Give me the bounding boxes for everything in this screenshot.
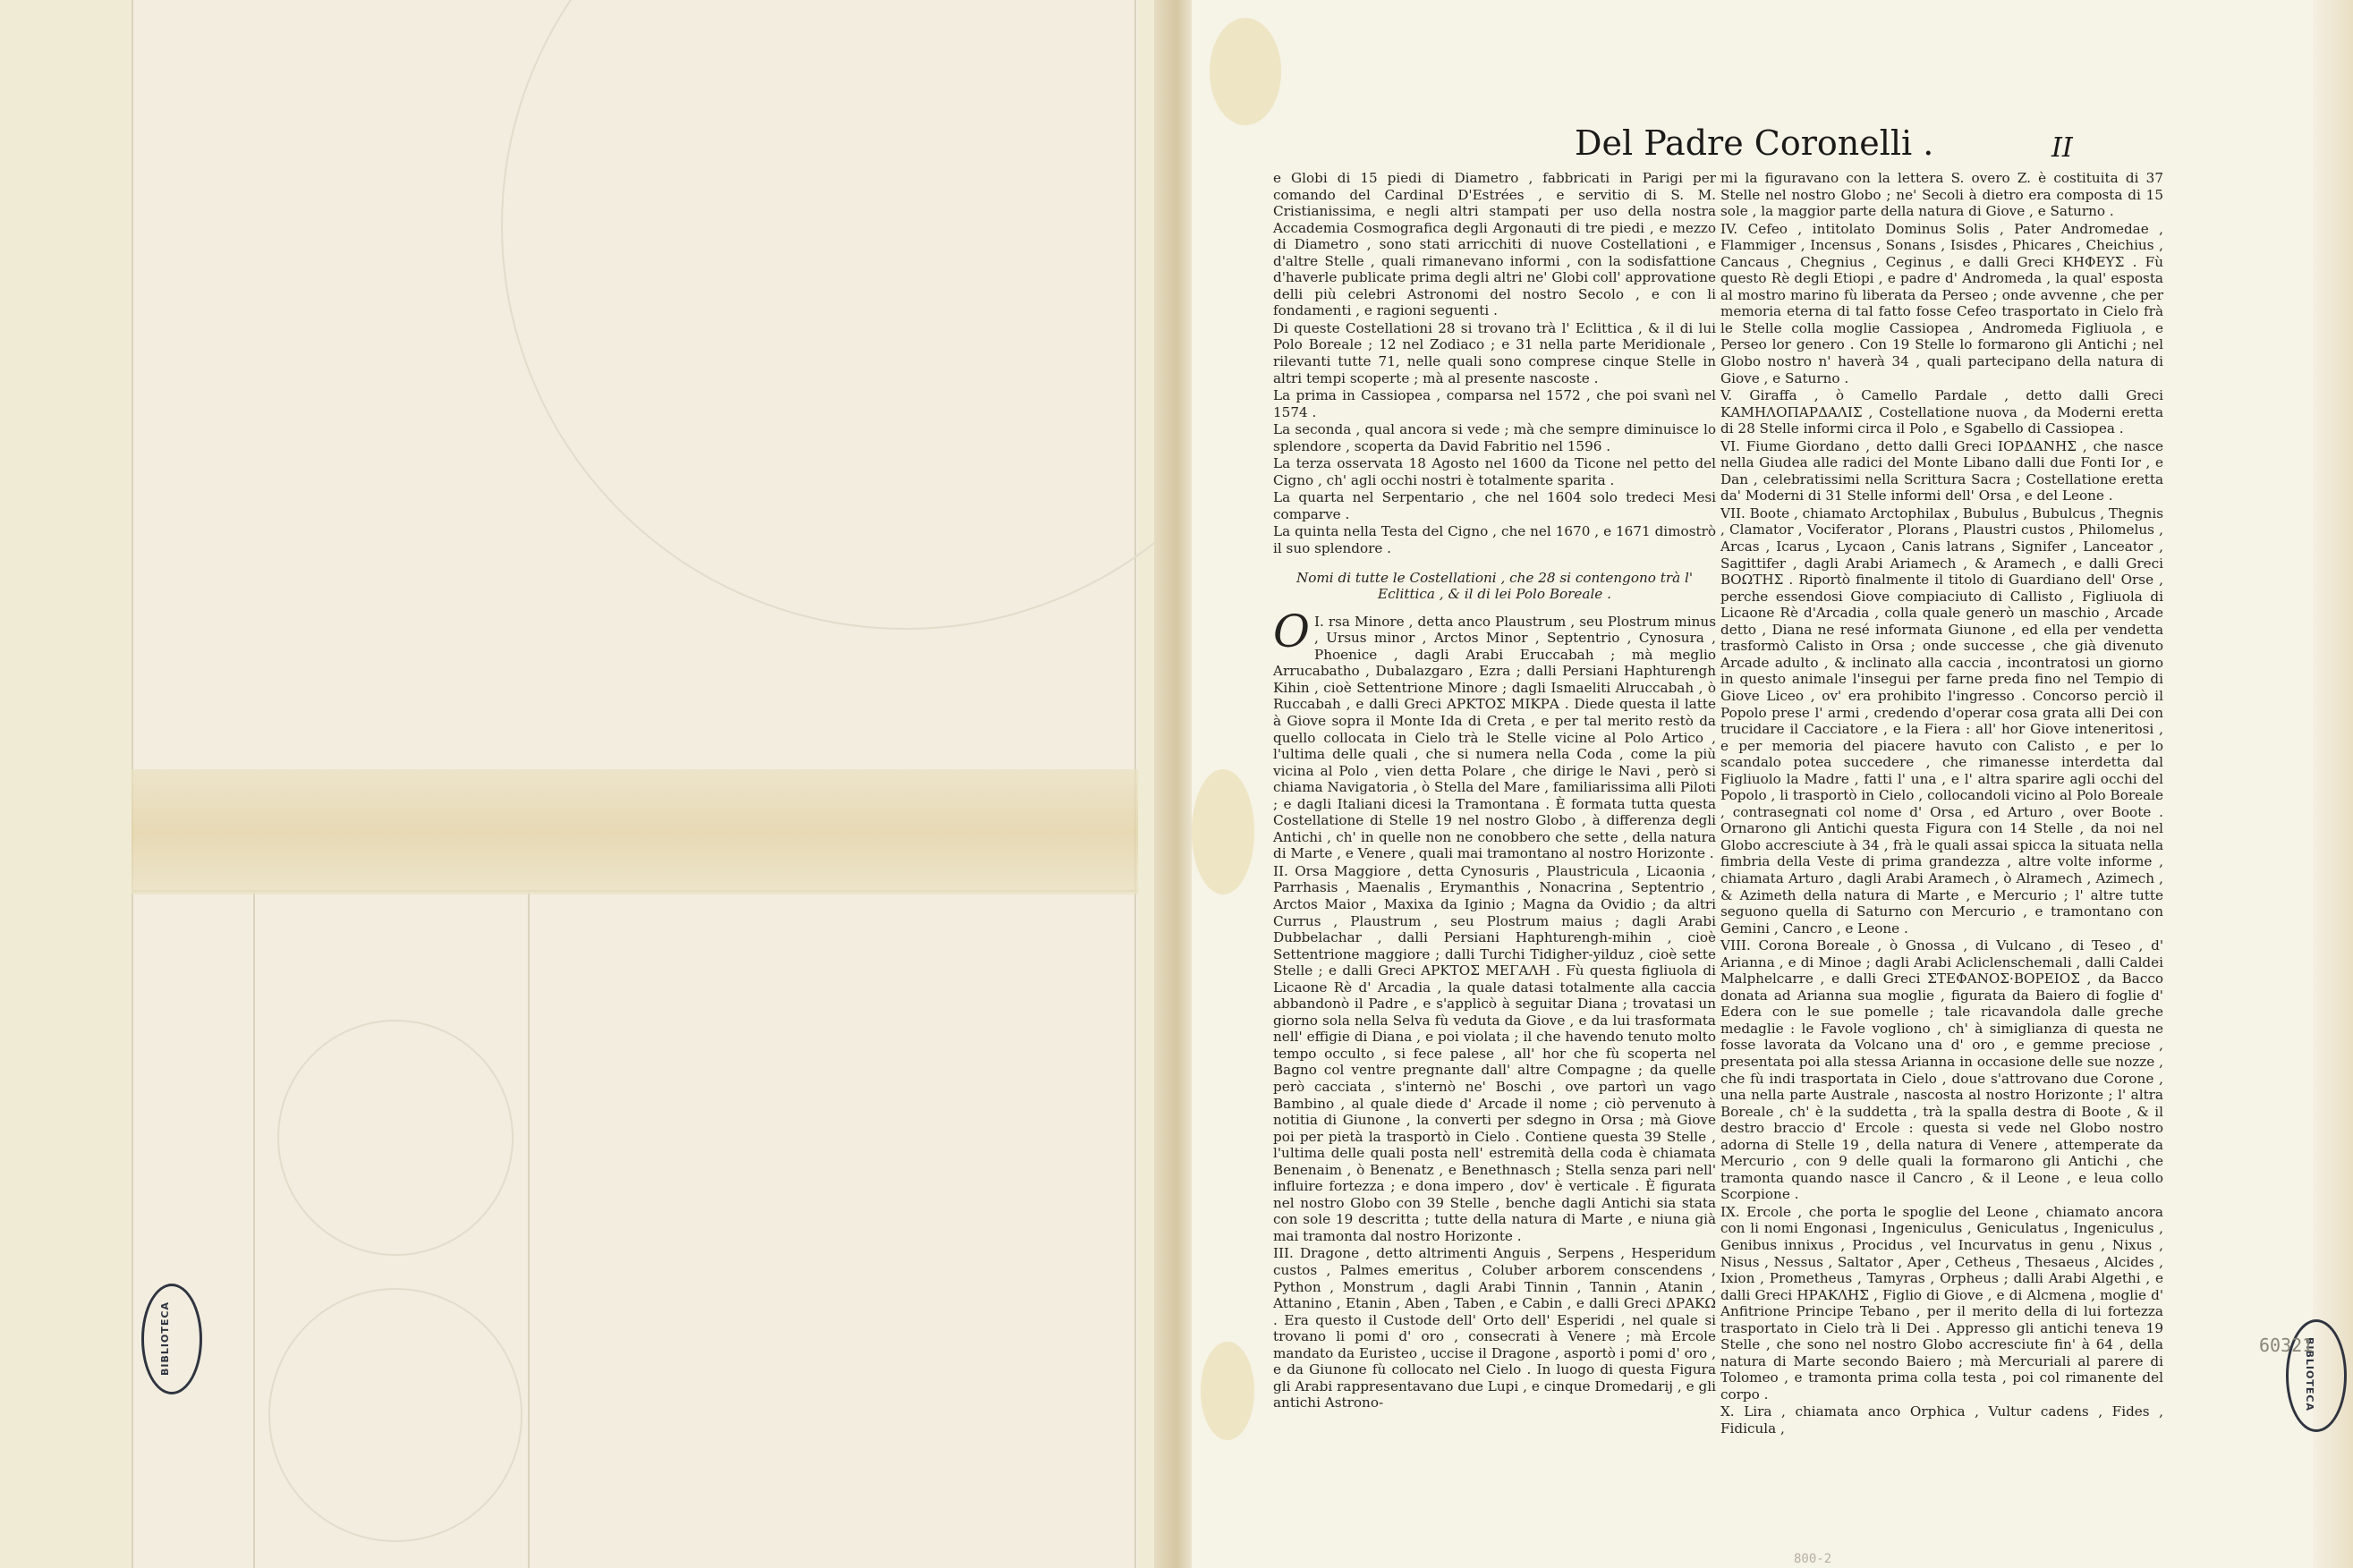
paragraph: X. Lira , chiamata anco Orphica , Vultur cadens , Fides , Fidicula , [1720,1403,2163,1437]
water-stain-band [132,769,1138,894]
paragraph: La prima in Cassiopea , comparsa nel 1572 , che poi svanì nel 1574 . [1273,387,1716,420]
paragraph: Di queste Costellationi 28 si trovano trà l' Eclittica , & il di lui Polo Boreale ; 12 nel Zodiaco ; e 31 nella parte Meridionale , rilevanti tutte 71, nelle quali sono comprese cinque Stelle in altri tempi scoperte ; mà al presente nascoste . [1273,319,1716,386]
paragraph: IV. Cefeo , intitolato Dominus Solis , Pater Andromedae , Flammiger , Incensus , Sonans , Isisdes , Phicares , Cheichius , Cancaus , Chegnius , Ceginus , e dalli Greci ΚΗΦΕΥΣ . Fù questo Rè degli Etiopi , e padre d' Andromeda , la qual' esposta al mostro marino fù liberata da Perseo ; onde avvenne , che per memoria eterna di tal fatto fosse Cefeo trasportato in Cielo frà le Stelle colla moglie Cassiopea , Andromeda Figliuola , e Perseo lor genero . Con 19 Stelle lo formarono gli Antichi ; nel Globo nostro n' haverà 34 , quali partecipano della natura di Giove , e Saturno . [1720,220,2163,386]
ghost-globe-circle [268,1288,522,1542]
foxing-stain [1210,18,1281,125]
section-subtitle: Nomi di tutte le Costellationi , che 28 si contengono trà l' Eclittica , & il di lei Polo Boreale . [1295,569,1694,603]
stamp-text: BIBLIOTECA [2303,1337,2315,1411]
paragraph: mi la figuravano con la lettera S. overo Z. è costituita di 37 Stelle nel nostro Globo ; ne' Secoli à dietro era composta di 15 sole , la maggior parte della natura di Giove , e Saturno . [1720,170,2163,220]
section-number: I. [1314,613,1324,630]
text-column-left [1273,170,1716,1412]
section-text: rsa Minore , detta anco Plaustrum , seu Plostrum minus , Ursus minor , Arctos Minor , Septentrio , Cynosura , Phoenice , dagli Arabi Eruccabah ; mà meglio Arrucabatho , Dubalazgaro , Ezra ; dalli Persiani Haphturengh Kihin , cioè Settentrione Minore ; dagli Ismaeliti Alruccabah , ò Ruccabah , e dalli Greci ΑΡΚΤΟΣ ΜΙΚΡΑ . Diede questa il latte à Giove sopra il Monte Ida di Creta , e per tal merito restò da quello collocata in Cielo trà le Stelle vicine al Polo Artico , l'ultima delle quali , che si numera nella Coda , come la più vicina al Polo , vien detta Polare , che dirige le Navi , però si chiama Navigatoria , ò Stella del Mare , familiarissima alli Piloti ; e dagli Italiani dicesi la Tramontana . È formata tutta questa Costellatione di Stelle 19 nel nostro Globo , à differenza degli Antichi , ch' in quelle non ne conobbero che sette , della natura di Marte , e Venere , quali mai tramontano al nostro Horizonte . [1273,613,1717,862]
paragraph: IX. Ercole , che porta le spoglie del Leone , chiamato ancora con li nomi Engonasi , Ingeniculus , Geniculatus , Ingeniculus , Genibus innixus , Procidus , vel Incurvatus in genu , Nixus , Nisus , Nessus , Saltator , Aper , Cetheus , Thesaeus , Alcides , Ixion , Prometheus , Tamyras , Orpheus ; dalli Arabi Algethi , e dalli Greci ΗΡΑΚΛΗΣ , Figlio di Giove , e di Alcmena , moglie d' Anfitrione Principe Tebano , per il merito della di lui fortezza trasportato in Cielo trà li Dei . Appresso gli antichi teneva 19 Stelle , che sono nel nostro Globo accresciute fin' à 64 , della natura di Marte secondo Baiero ; mà Mercuriali al parere di Tolomeo , e tramonta prima colla testa , poi col rimanente del corpo . [1720,1203,2163,1403]
running-head: Del Padre Coronelli . [1575,123,1934,163]
paragraph-section-1 [1273,605,1717,862]
bottom-mark: 800-2 [1794,1552,1832,1566]
paragraph: VI. Fiume Giordano , detto dalli Greci ΙΟΡΔΑΝΗΣ , che nasce nella Giudea alle radici del Monte Libano dalli due Fonti Ior , e Dan , celebratissimi nella Scrittura Sacra ; Costellatione eretta da' Moderni di 31 Stelle informi dell' Orsa , e del Leone . [1720,437,2163,504]
page-number: II [2051,132,2073,164]
library-stamp-left [141,1284,202,1394]
plate-divider-2 [528,890,530,1568]
paragraph: VIII. Corona Boreale , ò Gnossa , di Vulcano , di Teseo , d' Arianna , e di Minoe ; dagli Arabi Acliclenschemali , dalli Caldei Malphelcarre , e dalli Greci ΣΤΕΦΑΝΟΣ·ΒΟΡΕΙΟΣ , da Bacco donata ad Arianna sua moglie , figurata da Baiero di foglie d' Edera con le sue pomelle ; tale ricavandola dalle greche medaglie : le Favole vogliono , ch' à simiglianza di questa ne fosse lavorata da Volcano una d' oro , e gemme preciose , presentata poi alla stessa Arianna in occasione delle sue nozze , che fù indi trasportata in Cielo , doue s'attrovano due Corone , una nella parte Australe , nascosta al nostro Horizonte ; l' altra Boreale , ch' è la suddetta , trà la spalla destra di Boote , & il destro braccio d' Ercole : questa si vede nel Globo nostro adorna di Stelle 19 , della natura di Venere , attemperate da Mercurio , con 9 delle quali la formarono gli Antichi , che tramonta quando nasce il Cancro , & il Leone , e leua collo Scorpione . [1720,937,2163,1203]
paragraph: II. Orsa Maggiore , detta Cynosuris , Plaustricula , Licaonia , Parrhasis , Maenalis , Erymanthis , Nonacrina , Septentrio , Arctos Maior , Maxixa da Iginio ; Magna da Ovidio ; da altri Currus , Plaustrum , seu Plostrum maius ; dagli Arabi Dubbelachar , dalli Persiani Haphturengh-mihin , cioè Settentrione maggiore ; dalli Turchi Tidigher-yilduz , cioè sette Stelle ; e dalli Greci ΑΡΚΤΟΣ ΜΕΓΑΛΗ . Fù questa figliuola di Licaone Rè d' Arcadia , la quale datasi totalmente alla caccia abbandonò il Padre , e s'applicò à seguitar Diana ; trovatasi un giorno sola nella Selva fù veduta da Giove , e da lui trasformata nell' effigie di Diana , e poi violata ; il che havendo tenuto molto tempo occulto , si fece palese , all' hor che fù scoperta nel Bagno col ventre pregnante dall' altre Compagne ; da quelle però cacciata , s'internò ne' Boschi , ove partorì un vago Bambino , al quale diede d' Arcade il nome ; ciò pervenuto à notitia di Giunone , la converti per sdegno in Orsa ; mà Giove poi per pietà la trasportò in Cielo . Contiene questa 39 Stelle , l'ultima delle quali posta nell' estremità della coda è chiamata Benenaim , ò Benenatz , e Benethnasch ; Stella senza pari nell' influire fortezza ; e dona impero , dov' è verticale . È figurata nel nostro Globo con 39 Stelle , benche dagli Antichi sia stata con sole 19 descritta ; tutte della natura di Marte , e niuna già mai tramonta dal nostro Horizonte . [1273,862,1716,1244]
foxing-stain [1192,769,1254,894]
paragraph: La seconda , qual ancora si vede ; mà che sempre diminuisce lo splendore , scoperta da David Fabritio nel 1596 . [1273,421,1716,454]
plate-divider [253,890,255,1568]
paragraph: e Globi di 15 piedi di Diametro , fabbricati in Parigi per comando del Cardinal D'Estrées , e servitio di S. M. Cristianissima, e negli altri stampati per uso della nostra Accademia Cosmografica degli Argonauti di tre piedi , e mezzo di Diametro , sono stati arricchiti di nuove Costellationi , e d'altre Stelle , quali rimanevano informi , con la sodisfattione d'haverle publicate prima degli altri ne' Globi coll' approvatione delli più celebri Astronomi del nostro Secolo , e con li fondamenti , e ragioni seguenti . [1273,170,1716,319]
paragraph: VII. Boote , chiamato Arctophilax , Bubulus , Bubulcus , Thegnis , Clamator , Vociferator , Plorans , Plaustri custos , Philomelus , Arcas , Icarus , Lycaon , Canis latrans , Signifer , Lanceator , Sagittifer , dagli Arabi Ariamech , & Aramech , e dalli Greci ΒΟΩΤΗΣ . Riportò finalmente il titolo di Guardiano dell' Orse , perche essendosi Giove compiaciuto di Callisto , Figliuola di Licaone Rè d'Arcadia , colla quale generò un maschio , Arcade detto , Diana ne resé informata Giunone , ed ella per vendetta trasformò Calisto in Orsa ; onde successe , che già divenuto Arcade adulto , & inclinato alla caccia , incontratosi un giorno in questo animale l'insegui per farne preda fino nel Tempio di Giove Liceo , ov' era prohibito l'ingresso . Concorso perciò il Popolo prese l' armi , credendo d'operar cosa grata alli Dei con trucidare il Cacciatore , e la Fiera : all' hor Giove inteneritosi , e per memoria del piacere havuto con Calisto , e per lo scandalo potea succedere , che rimanesse interdetta dal Figliuolo la Madre , fatti l' una , e l' altra sparire agli occhi del Popolo , li trasportò in Cielo , collocandoli vicino al Polo Boreale , contrasegnati col nome d' Orsa , ed Arturo , over Boote . Ornarono gli Antichi questa Figura con 14 Stelle , da noi nel Globo accresciute à 34 , frà le quali assai spicca la situata nella fimbria della Veste di prima grandezza , altre volte informe , chiamata Arturo , dagli Arabi Aramech , ò Alramech , Azimech , & Azimeth della natura di Marte , e Mercurio ; l' altre tutte seguono quella di Saturno con Mercurio , e tramontano con Gemini , Cancro , e Leone . [1720,504,2163,937]
catalog-number: 60321 [2259,1335,2314,1356]
paragraph: V. Giraffa , ò Camello Pardale , detto dalli Greci ΚΑΜΗΛΟΠΑΡΔΑΛΙΣ , Costellatione nuova , da Moderni eretta di 28 Stelle informi circa il Polo , e Sgabello di Cassiopea . [1720,387,2163,437]
stamp-text: BIBLIOTECA [158,1301,171,1376]
ghost-globe-circle [277,1020,514,1256]
paragraph: La quarta nel Serpentario , che nel 1604 solo tredeci Mesi comparve . [1273,489,1716,522]
text-column-right [1720,170,2163,1438]
paragraph: III. Dragone , detto altrimenti Anguis , Serpens , Hesperidum custos , Palmes emeritus , Coluber arborem conscendens , Python , Monstrum , dagli Arabi Tinnin , Tannin , Atanin , Attanino , Etanin , Aben , Taben , e Cabin , e dalli Greci ΔΡΑΚΩ . Era questo il Custode dell' Orto dell' Esperidi , nel quale si trovano li pomi d' oro , consecrati à Venere ; mà Ercole mandato da Euristeo , uccise il Dragone , asportò i pomi d' oro , e da Giunone fù collocato nel Cielo . In luogo di questa Figura gli Arabi rappresentavano due Lupi , e cinque Dromedarij , e gli antichi Astrono- [1273,1245,1716,1411]
foxing-stain [1201,1342,1254,1440]
paragraph: La quinta nella Testa del Cigno , che nel 1670 , e 1671 dimostrò il suo splendore . [1273,523,1716,557]
drop-cap: O [1273,605,1310,657]
paragraph: La terza osservata 18 Agosto nel 1600 da Ticone nel petto del Cigno , ch' agli occhi nostri è totalmente sparita . [1273,455,1716,488]
